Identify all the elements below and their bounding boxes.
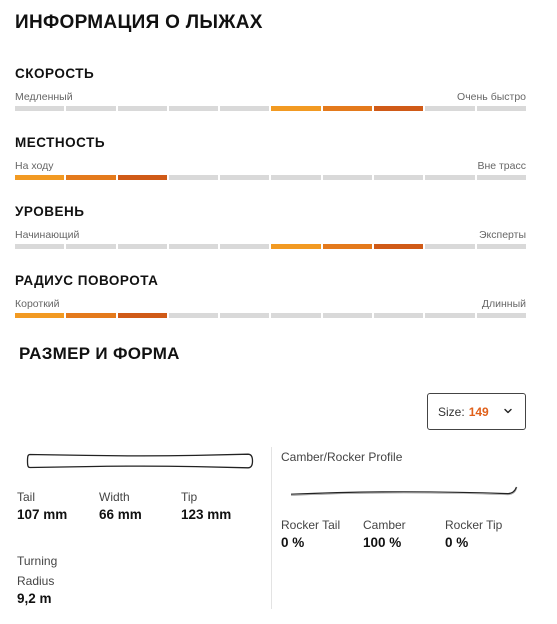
dimension-label: Tip [181, 490, 198, 504]
dimension-value: 123 mm [181, 507, 232, 522]
dimension-label: Width [99, 490, 130, 504]
meter-bar [15, 175, 526, 180]
meter-segment [66, 244, 115, 249]
meter-segment [118, 244, 167, 249]
dimension-tail [17, 487, 67, 522]
meter-segment [220, 244, 269, 249]
profile-value: 0 % [445, 535, 469, 550]
meter-segment [477, 175, 526, 180]
meter-max-label: Длинный [481, 298, 526, 310]
meter-max-label: Вне трасс [477, 160, 526, 172]
profile-rocker-tail [281, 515, 340, 550]
size-shape-title: РАЗМЕР И ФОРМА [19, 344, 180, 363]
size-label: Size: [438, 404, 465, 419]
meter-segment-active [323, 106, 372, 111]
meter-min-label: Начинающий [15, 229, 80, 241]
dimension-width [99, 487, 142, 522]
meter-segment-active [66, 175, 115, 180]
meter-segment [425, 106, 474, 111]
meter-segment [271, 313, 320, 318]
chevron-down-icon [503, 405, 513, 419]
meter-segment [118, 106, 167, 111]
meter-segment [477, 244, 526, 249]
meter-segment [323, 175, 372, 180]
profile-rocker-tip [445, 515, 502, 550]
meter-min-label: На ходу [15, 160, 54, 172]
meter-terrain [15, 135, 526, 180]
ski-shape-outline [26, 452, 254, 470]
meter-segment [220, 106, 269, 111]
dimension-value: 9,2 m [17, 591, 52, 606]
meter-segment-active [271, 106, 320, 111]
dimension-label: Tail [17, 490, 36, 504]
meter-segment-active [118, 313, 167, 318]
meter-bar [15, 106, 526, 111]
meter-segment [66, 106, 115, 111]
profile-label: Rocker Tail [281, 518, 341, 532]
meter-segment [477, 313, 526, 318]
meter-min-label: Медленный [15, 91, 73, 103]
meter-speed [15, 66, 526, 111]
meter-title: РАДИУС ПОВОРОТА [15, 273, 159, 288]
meter-min-label: Короткий [15, 298, 60, 310]
meter-bar [15, 313, 526, 318]
meter-segment [425, 175, 474, 180]
meter-segment [374, 175, 423, 180]
meter-segment-active [374, 244, 423, 249]
dimension-tip [181, 487, 231, 522]
meter-segment-active [15, 175, 64, 180]
profile-value: 100 % [363, 535, 402, 550]
size-dropdown[interactable] [427, 393, 526, 430]
meter-segment [15, 106, 64, 111]
section-divider [271, 447, 272, 609]
camber-profile-shape [290, 484, 518, 498]
profile-label: Camber [363, 518, 406, 532]
meter-title: МЕСТНОСТЬ [15, 135, 106, 150]
profile-value: 0 % [281, 535, 305, 550]
dimension-label: Turning Radius [17, 554, 58, 588]
meter-segment-active [374, 106, 423, 111]
meter-segment [15, 244, 64, 249]
meter-segment-active [271, 244, 320, 249]
meter-max-label: Очень быстро [457, 91, 526, 103]
meter-segment [220, 175, 269, 180]
meter-title: УРОВЕНЬ [15, 204, 85, 219]
meter-segment [374, 313, 423, 318]
meter-segment [169, 244, 218, 249]
dimension-value: 107 mm [17, 507, 68, 522]
ski-info-title: ИНФОРМАЦИЯ О ЛЫЖАХ [15, 12, 263, 33]
meter-segment [425, 244, 474, 249]
meter-level [15, 204, 526, 249]
meter-segment [220, 313, 269, 318]
meter-max-label: Эксперты [479, 229, 526, 241]
meter-segment [323, 313, 372, 318]
meter-segment-active [15, 313, 64, 318]
meter-segment-active [66, 313, 115, 318]
meter-segment-active [323, 244, 372, 249]
dimension-turning-radius [17, 551, 77, 606]
meter-bar [15, 244, 526, 249]
meter-segment-active [118, 175, 167, 180]
profile-label: Rocker Tip [445, 518, 503, 532]
profile-title: Camber/Rocker Profile [281, 450, 403, 464]
meter-title: СКОРОСТЬ [15, 66, 95, 81]
meter-segment [169, 175, 218, 180]
size-value: 149 [468, 404, 489, 419]
meter-segment [271, 175, 320, 180]
meter-turn-radius [15, 273, 526, 318]
meter-segment [169, 106, 218, 111]
meter-segment [169, 313, 218, 318]
meter-segment [425, 313, 474, 318]
dimension-value: 66 mm [99, 507, 142, 522]
profile-camber [363, 515, 406, 550]
meter-segment [477, 106, 526, 111]
